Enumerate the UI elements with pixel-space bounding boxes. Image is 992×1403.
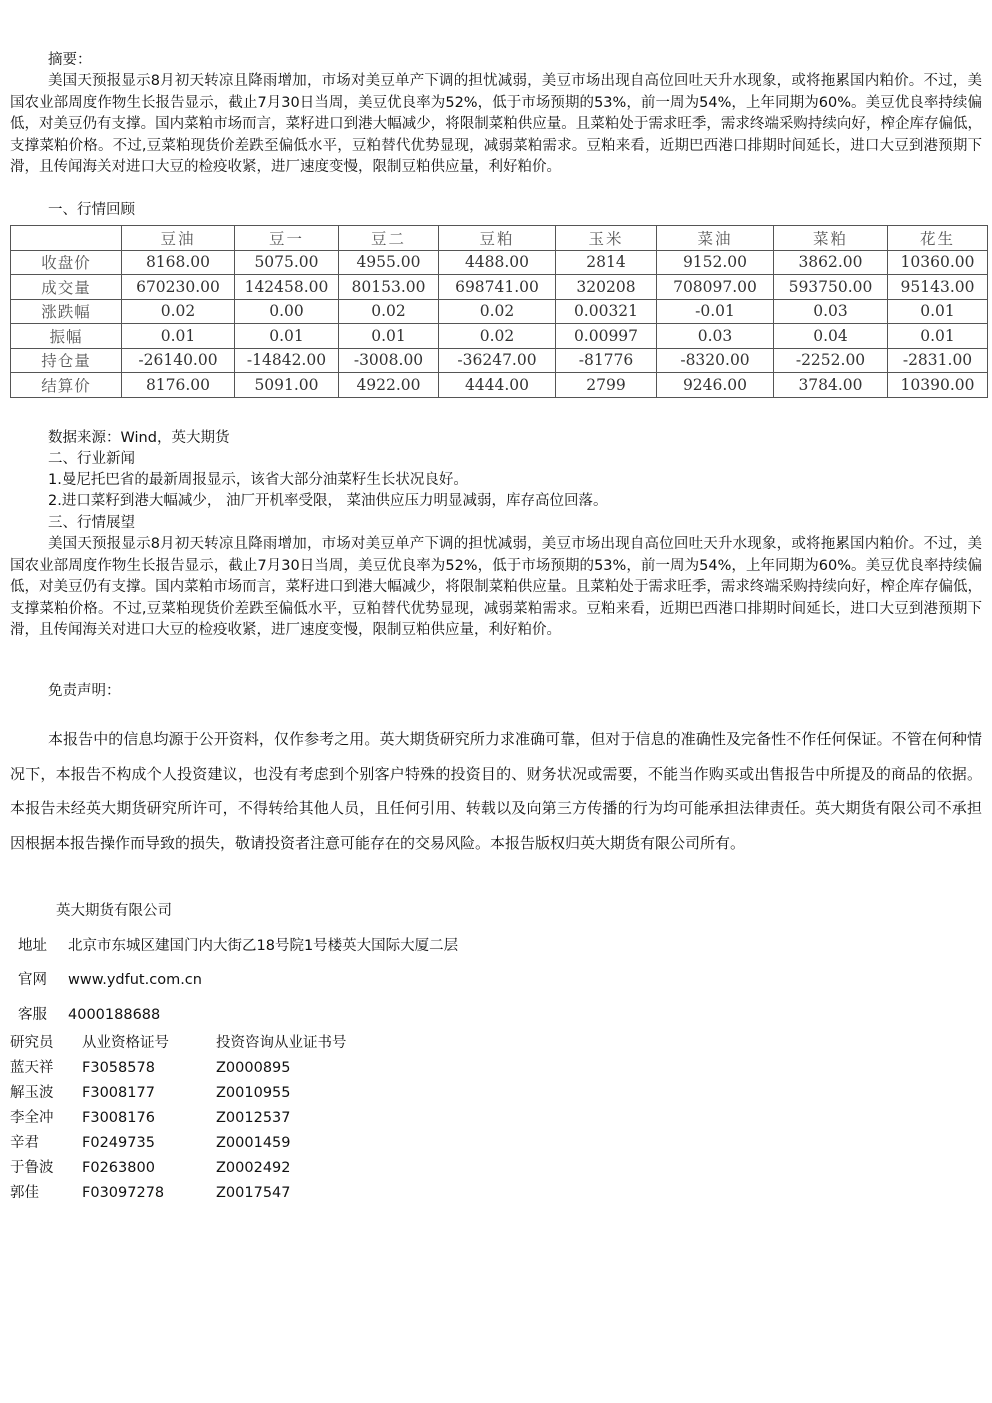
researcher-name: 解玉波 xyxy=(10,1085,54,1101)
table-cell: 10360.00 xyxy=(888,250,988,275)
summary-label: 摘要： xyxy=(48,52,92,68)
table-cell: 4444.00 xyxy=(439,373,556,398)
table-row xyxy=(11,348,988,373)
website-link[interactable]: www.ydfut.com.cn xyxy=(68,972,202,988)
table-cell: 0.01 xyxy=(122,324,235,349)
header-researcher: 研究员 xyxy=(10,1035,54,1051)
table-row xyxy=(11,299,988,324)
news-item: 2.进口菜籽到港大幅减少， 油厂开机率受限， 菜油供应压力明显减弱，库存高位回落。 xyxy=(48,493,608,509)
section2-title: 二、行业新闻 xyxy=(48,451,135,467)
researcher-name: 郭佳 xyxy=(10,1185,39,1201)
table-cell: 8176.00 xyxy=(122,373,235,398)
header-consulting-cert: 投资咨询从业证书号 xyxy=(216,1035,347,1051)
table-cell: 80153.00 xyxy=(339,275,439,300)
table-cell: 2814 xyxy=(556,250,657,275)
address-value: 北京市东城区建国门内大街乙18号院1号楼英大国际大厦二层 xyxy=(68,938,459,954)
researcher-name: 辛君 xyxy=(10,1135,39,1151)
table-cell: 5091.00 xyxy=(235,373,339,398)
header-qualification: 从业资格证号 xyxy=(82,1035,169,1051)
researcher-name: 蓝天祥 xyxy=(10,1060,54,1076)
table-cell: 4922.00 xyxy=(339,373,439,398)
data-source: 数据来源：Wind，英大期货 xyxy=(48,430,230,446)
service-phone: 4000188688 xyxy=(68,1007,161,1023)
qualification-number: F0263800 xyxy=(82,1160,155,1176)
column-header: 菜粕 xyxy=(774,226,888,251)
table-cell: 0.00 xyxy=(235,299,339,324)
table-cell: 320208 xyxy=(556,275,657,300)
table-cell: -0.01 xyxy=(657,299,774,324)
table-cell: 8168.00 xyxy=(122,250,235,275)
table-cell: -8320.00 xyxy=(657,348,774,373)
company-name: 英大期货有限公司 xyxy=(56,903,172,919)
table-cell: 0.04 xyxy=(774,324,888,349)
disclaimer-title: 免责声明： xyxy=(48,683,121,699)
address-label: 地址 xyxy=(18,938,47,954)
qualification-number: F3008177 xyxy=(82,1085,155,1101)
table-cell: 0.00997 xyxy=(556,324,657,349)
table-cell: 2799 xyxy=(556,373,657,398)
table-cell: 670230.00 xyxy=(122,275,235,300)
table-cell: 0.03 xyxy=(657,324,774,349)
table-cell: 0.01 xyxy=(235,324,339,349)
row-label: 持仓量 xyxy=(11,348,122,373)
table-cell: 5075.00 xyxy=(235,250,339,275)
table-cell: 708097.00 xyxy=(657,275,774,300)
row-label: 涨跌幅 xyxy=(11,299,122,324)
website-label: 官网 xyxy=(18,972,47,988)
table-corner-cell xyxy=(11,226,122,251)
table-cell: 4955.00 xyxy=(339,250,439,275)
table-cell: 698741.00 xyxy=(439,275,556,300)
column-header: 豆二 xyxy=(339,226,439,251)
table-cell: 0.01 xyxy=(339,324,439,349)
consulting-number: Z0002492 xyxy=(216,1160,291,1176)
qualification-number: F3008176 xyxy=(82,1110,155,1126)
consulting-number: Z0001459 xyxy=(216,1135,291,1151)
consulting-number: Z0012537 xyxy=(216,1110,291,1126)
table-row xyxy=(11,275,988,300)
consulting-number: Z0010955 xyxy=(216,1085,291,1101)
researcher-name: 李全冲 xyxy=(10,1110,54,1126)
table-cell: -2831.00 xyxy=(888,348,988,373)
service-label: 客服 xyxy=(18,1007,47,1023)
table-cell: 3862.00 xyxy=(774,250,888,275)
table-cell: 9152.00 xyxy=(657,250,774,275)
row-label: 成交量 xyxy=(11,275,122,300)
summary-text: 美国天预报显示8月初天转凉且降雨增加，市场对美豆单产下调的担忧减弱，美豆市场出现自高位回吐天升水现象，或将拖累国内粕价。不过，美国农业部周度作物生长报告显示，截止7月30日当周，美豆优良率为52%，低于市场预期的53%，前一周为54%，上年同期为60%。美豆优良率持续偏低，对美豆仍有支撑。国内菜粕市场而言，菜籽进口到港大幅减少，将限制菜粕供应量。且菜粕处于需求旺季，需求终端采购持续向好，榨企库存偏低，支撑菜粕价格。不过,豆菜粕现货价差跌至偏低水平，豆粕替代优势显现，减弱菜粕需求。豆粕来看，近期巴西港口排期时间延长，进口大豆到港预期下滑，且传闻海关对进口大豆的检疫收紧，进厂速度变慢，限制豆粕供应量，利好粕价。 xyxy=(10,73,982,175)
row-label: 振幅 xyxy=(11,324,122,349)
market-table xyxy=(10,225,988,398)
table-row xyxy=(11,250,988,275)
outlook-text: 美国天预报显示8月初天转凉且降雨增加，市场对美豆单产下调的担忧减弱，美豆市场出现自高位回吐天升水现象，或将拖累国内粕价。不过，美国农业部周度作物生长报告显示，截止7月30日当周，美豆优良率为52%，低于市场预期的53%，前一周为54%，上年同期为60%。美豆优良率持续偏低，对美豆仍有支撑。国内菜粕市场而言，菜籽进口到港大幅减少，将限制菜粕供应量。且菜粕处于需求旺季，需求终端采购持续向好，榨企库存偏低，支撑菜粕价格。不过,豆菜粕现货价差跌至偏低水平，豆粕替代优势显现，减弱菜粕需求。豆粕来看，近期巴西港口排期时间延长，进口大豆到港预期下滑，且传闻海关对进口大豆的检疫收紧，进厂速度变慢，限制豆粕供应量，利好粕价。 xyxy=(10,536,982,638)
table-header-row xyxy=(11,226,988,251)
table-cell: -26140.00 xyxy=(122,348,235,373)
table-cell: 9246.00 xyxy=(657,373,774,398)
table-cell: 0.01 xyxy=(888,299,988,324)
column-header: 花生 xyxy=(888,226,988,251)
column-header: 豆一 xyxy=(235,226,339,251)
table-cell: -2252.00 xyxy=(774,348,888,373)
consulting-number: Z0000895 xyxy=(216,1060,291,1076)
table-cell: 0.02 xyxy=(339,299,439,324)
row-label: 结算价 xyxy=(11,373,122,398)
table-cell: 4488.00 xyxy=(439,250,556,275)
section1-title: 一、行情回顾 xyxy=(48,202,135,218)
table-row xyxy=(11,324,988,349)
table-row xyxy=(11,373,988,398)
table-cell: 95143.00 xyxy=(888,275,988,300)
table-cell: 0.02 xyxy=(439,324,556,349)
column-header: 玉米 xyxy=(556,226,657,251)
column-header: 菜油 xyxy=(657,226,774,251)
qualification-number: F3058578 xyxy=(82,1060,155,1076)
qualification-number: F03097278 xyxy=(82,1185,165,1201)
column-header: 豆粕 xyxy=(439,226,556,251)
table-cell: -14842.00 xyxy=(235,348,339,373)
row-label: 收盘价 xyxy=(11,250,122,275)
table-cell: -3008.00 xyxy=(339,348,439,373)
consulting-number: Z0017547 xyxy=(216,1185,291,1201)
disclaimer-text: 本报告中的信息均源于公开资料，仅作参考之用。英大期货研究所力求准确可靠，但对于信息的准确性及完备性不作任何保证。不管在何种情况下，本报告不构成个人投资建议，也没有考虑到个别客户特殊的投资目的、财务状况或需要，不能当作购买或出售报告中所提及的商品的依据。本报告未经英大期货研究所许可，不得转给其他人员，且任何引用、转载以及向第三方传播的行为均可能承担法律责任。英大期货有限公司不承担因根据本报告操作而导致的损失，敬请投资者注意可能存在的交易风险。本报告版权归英大期货有限公司所有。 xyxy=(10,730,982,852)
table-cell: -36247.00 xyxy=(439,348,556,373)
table-cell: 0.02 xyxy=(122,299,235,324)
table-cell: 142458.00 xyxy=(235,275,339,300)
table-cell: 0.00321 xyxy=(556,299,657,324)
table-cell: -81776 xyxy=(556,348,657,373)
researcher-name: 于鲁波 xyxy=(10,1160,54,1176)
news-item: 1.曼尼托巴省的最新周报显示，该省大部分油菜籽生长状况良好。 xyxy=(48,472,468,488)
table-cell: 3784.00 xyxy=(774,373,888,398)
table-cell: 10390.00 xyxy=(888,373,988,398)
table-cell: 0.03 xyxy=(774,299,888,324)
table-cell: 593750.00 xyxy=(774,275,888,300)
section3-title: 三、行情展望 xyxy=(48,515,135,531)
column-header: 豆油 xyxy=(122,226,235,251)
qualification-number: F0249735 xyxy=(82,1135,155,1151)
table-cell: 0.01 xyxy=(888,324,988,349)
table-cell: 0.02 xyxy=(439,299,556,324)
